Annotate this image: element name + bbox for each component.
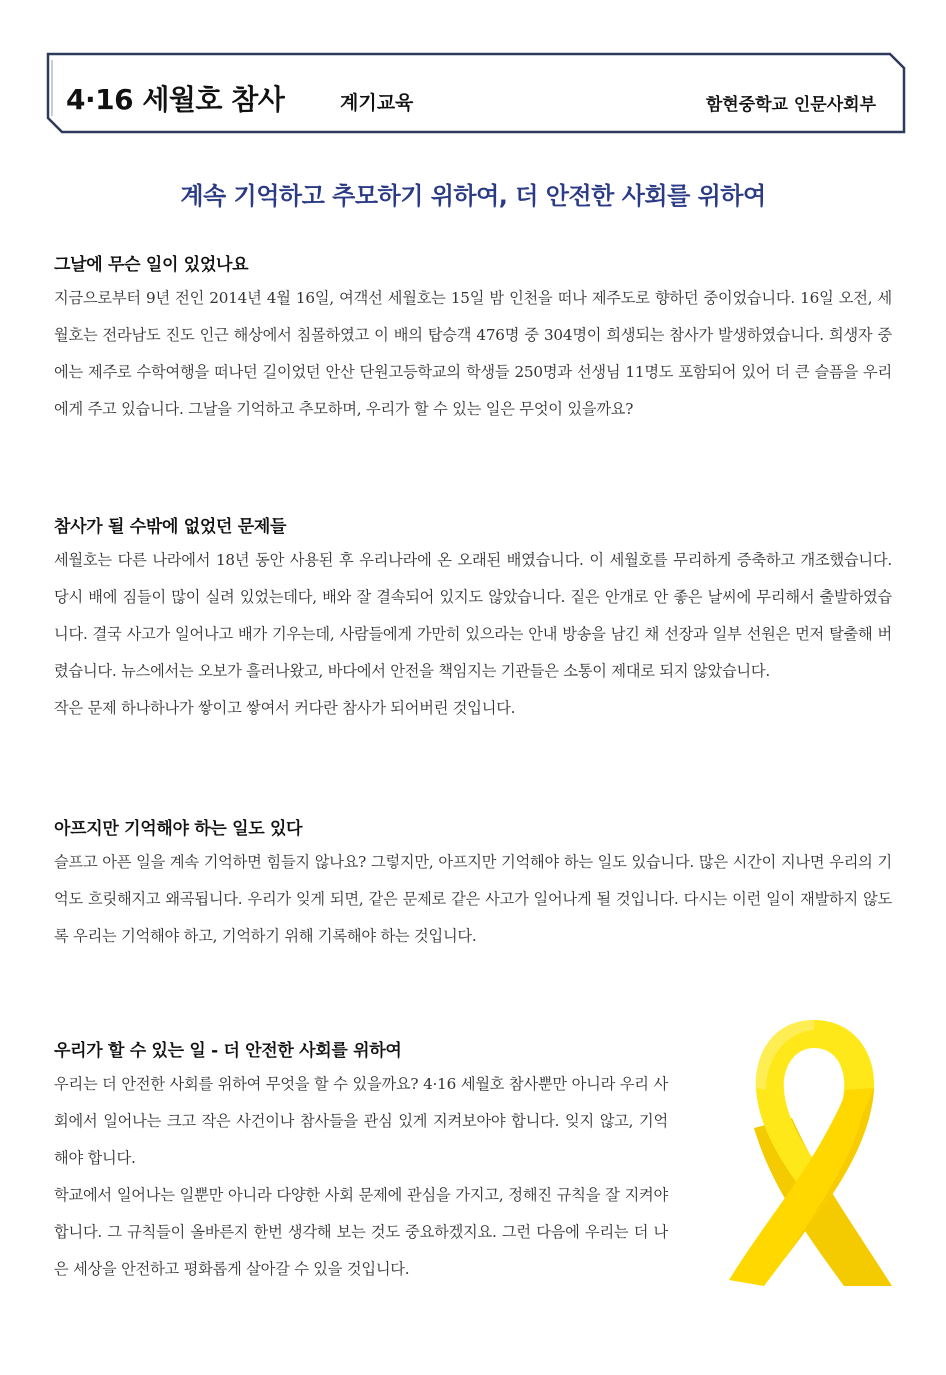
document-subtitle: 계기교육	[340, 92, 414, 114]
main-title: 계속 기억하고 추모하기 위하여, 더 안전한 사회를 위하여	[180, 182, 766, 210]
yellow-ribbon-icon	[724, 1018, 904, 1297]
school-department: 함현중학교 인문사회부	[705, 95, 876, 115]
section-paragraph: 우리는 더 안전한 사회를 위하여 무엇을 할 수 있을까요? 4·16 세월호 참사뿐만 아니라 우리 사회에서 일어나는 크고 작은 사건이나 참사들을 관심 있게 지켜보아야 합니다. 잊지 않고, 기억해야 합니다.	[54, 1075, 668, 1167]
section-heading: 아프지만 기억해야 하는 일도 있다	[54, 819, 303, 839]
header-frame	[46, 52, 906, 132]
section-what-we-can-do	[54, 1036, 668, 1288]
section-paragraph: 학교에서 일어나는 일뿐만 아니라 다양한 사회 문제에 관심을 가지고, 정해진 규칙을 잘 지켜야 합니다. 그 규칙들이 올바른지 한번 생각해 보는 것도 중요하겠지요. 그런 다음에 우리는 더 나은 세상을 안전하고 평화롭게 살아갈 수 있을 것입니다.	[54, 1186, 668, 1278]
section-heading: 우리가 할 수 있는 일 - 더 안전한 사회를 위하여	[54, 1041, 402, 1061]
section-heading: 참사가 될 수밖에 없었던 문제들	[54, 517, 287, 537]
section-heading: 그날에 무슨 일이 있었나요	[54, 255, 249, 275]
document-title: 4·16 세월호 참사	[66, 83, 285, 116]
section-paragraph: 작은 문제 하나하나가 쌓이고 쌓여서 커다란 참사가 되어버린 것입니다.	[54, 699, 516, 717]
section-paragraph: 세월호는 다른 나라에서 18년 동안 사용된 후 우리나라에 온 오래된 배였습니다. 이 세월호를 무리하게 증축하고 개조했습니다. 당시 배에 짐들이 많이 실려 있었는데다, 배와 잘 결속되어 있지도 않았습니다. 짙은 안개로 안 좋은 날씨에 무리해서 출발하였습니다. 결국 사고가 일어나고 배가 기우는데, 사람들에게 가만히 있으라는 안내 방송을 남긴 채 선장과 일부 선원은 먼저 탈출해 버렸습니다. 뉴스에서는 오보가 흘러나왔고, 바다에서 안전을 책임지는 기관들은 소통이 제대로 되지 않았습니다.	[54, 551, 892, 680]
section-paragraph: 슬프고 아픈 일을 계속 기억하면 힘들지 않나요? 그렇지만, 아프지만 기억해야 하는 일도 있습니다. 많은 시간이 지나면 우리의 기억도 흐릿해지고 왜곡됩니다. 우리가 잊게 되면, 같은 문제로 같은 사고가 일어나게 될 것입니다. 다시는 이런 일이 재발하지 않도록 우리는 기억해야 하고, 기억하기 위해 기록해야 하는 것입니다.	[54, 853, 892, 945]
section-remember	[54, 814, 892, 955]
section-what-happened	[54, 250, 892, 428]
section-paragraph: 지금으로부터 9년 전인 2014년 4월 16일, 여객선 세월호는 15일 밤 인천을 떠나 제주도로 향하던 중이었습니다. 16일 오전, 세월호는 전라남도 진도 인근 해상에서 침몰하였고 이 배의 탑승객 476명 중 304명이 희생되는 참사가 발생하였습니다. 희생자 중에는 제주로 수학여행을 떠나던 길이었던 안산 단원고등학교의 학생들 250명과 선생님 11명도 포함되어 있어 더 큰 슬픔을 우리에게 주고 있습니다. 그날을 기억하고 추모하며, 우리가 할 수 있는 일은 무엇이 있을까요?	[54, 289, 892, 418]
section-problems	[54, 512, 892, 727]
